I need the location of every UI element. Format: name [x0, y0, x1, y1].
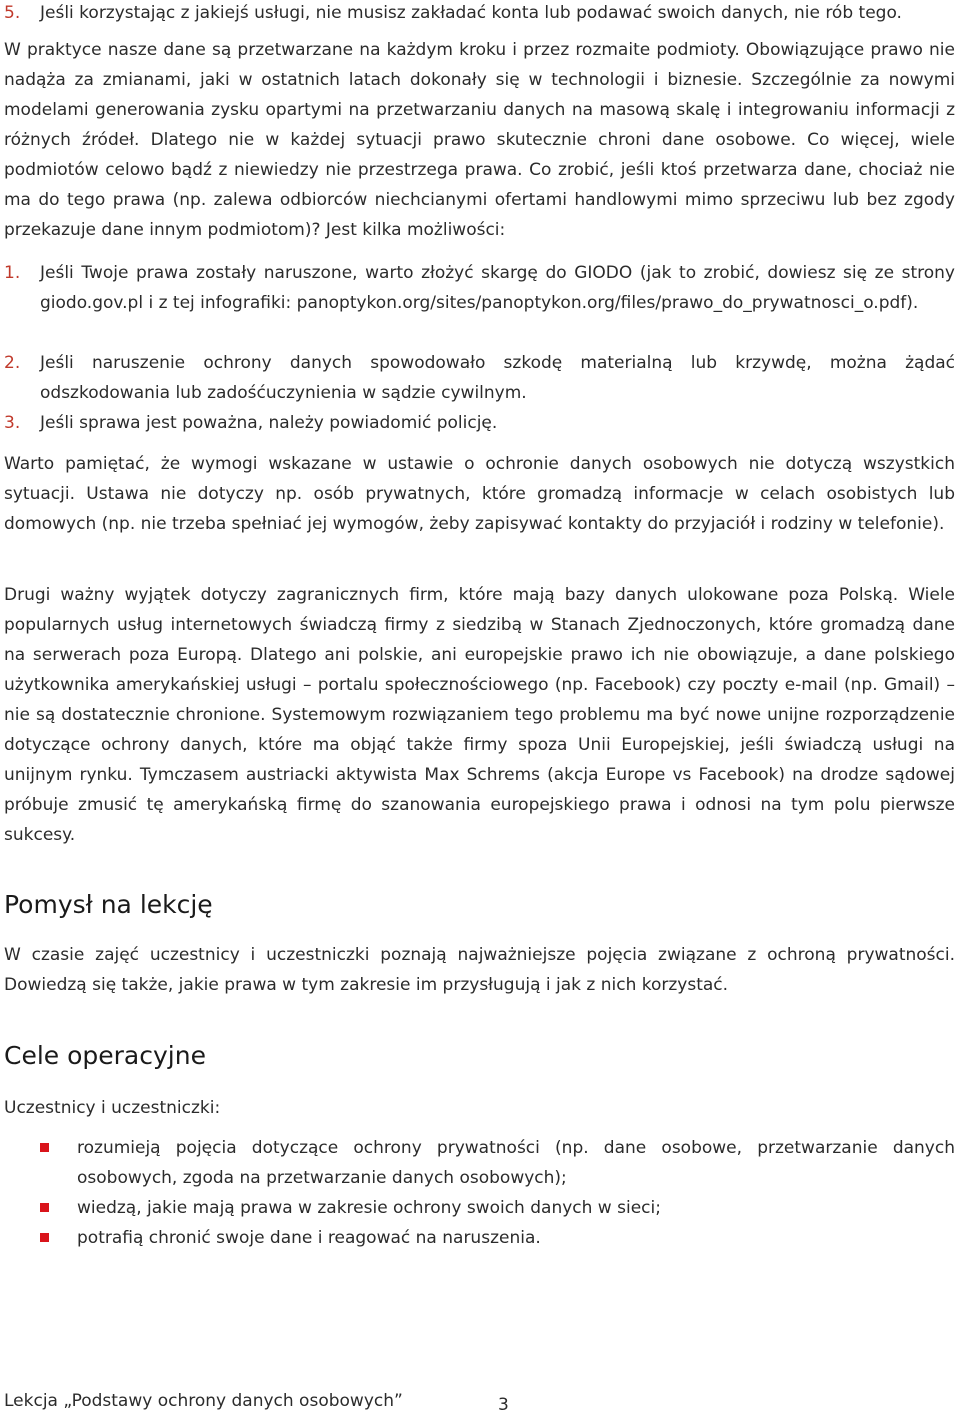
- option-item-1: [4, 258, 955, 318]
- option-number: 3.: [4, 413, 21, 433]
- bullet-square-icon: [40, 1143, 49, 1152]
- bullet-square-icon: [40, 1203, 49, 1212]
- paragraph-text: Drugi ważny wyjątek dotyczy zagranicznych firm, które mają bazy danych ulokowane poza Polską. Wiele popularnych usług internetowych świadczą firmy z siedzibą w Stanach Zjednoczonych, które gromadzą dane na serwerach poza Europą. Dlatego ani polskie, ani europejskie prawo ich nie obowiązuje, a dane polskiego użytkownika amerykańskiej usługi – portalu społecznościowego (np. Facebook) czy poczty e-mail (np. Gmail) – nie są dostatecznie chronione. Systemowym rozwiązaniem tego problemu ma być nowe unijne rozporządzenie dotyczące ochrony danych, które ma objąć także firmy spoza Unii Europejskiej, jeśli świadczą usługi na unijnym rynku. Tymczasem austriacki aktywista Max Schrems (akcja Europe vs Facebook) na drodze sądowej próbuje zmusić tę amerykańską firmę do szanowania europejskiego prawa i odnosi na tym polu pierwsze sukcesy.: [4, 585, 955, 845]
- bullet-square-icon: [40, 1233, 49, 1242]
- goal-bullet-3: [4, 1223, 955, 1253]
- section-heading-goals: Cele operacyjne: [4, 1041, 206, 1070]
- goals-intro: [4, 1093, 955, 1123]
- option-number: 2.: [4, 353, 21, 373]
- paragraph-law-exceptions: [4, 449, 955, 539]
- bullet-text: rozumieją pojęcia dotyczące ochrony prywatności (np. dane osobowe, przetwarzanie danych osobowych, zgoda na przetwarzanie danych osobowych);: [77, 1138, 955, 1188]
- bullet-text: potrafią chronić swoje dane i reagować na naruszenia.: [77, 1228, 541, 1248]
- section-heading-lesson-idea: Pomysł na lekcję: [4, 890, 213, 919]
- paragraph-foreign-companies: [4, 580, 955, 850]
- goal-bullet-2: [4, 1193, 955, 1223]
- list-item-5: [4, 0, 955, 28]
- list-item-text: Jeśli korzystając z jakiejś usługi, nie musisz zakładać konta lub podawać swoich danych, nie rób tego.: [40, 3, 902, 23]
- paragraph-text: Warto pamiętać, że wymogi wskazane w ustawie o ochronie danych osobowych nie dotyczą wszystkich sytuacji. Ustawa nie dotyczy np. osób prywatnych, które gromadzą informacje w celach osobistych lub domowych (np. nie trzeba spełniać jej wymogów, żeby zapisywać kontakty do przyjaciół i rodziny w telefonie).: [4, 454, 955, 534]
- option-text: Jeśli sprawa jest poważna, należy powiadomić policję.: [40, 413, 498, 433]
- option-item-2: [4, 348, 955, 408]
- paragraph-text: Uczestnicy i uczestniczki:: [4, 1098, 221, 1118]
- footer-page-number: 3: [498, 1395, 509, 1415]
- goal-bullet-1: [4, 1133, 955, 1193]
- paragraph-data-processing: [4, 35, 955, 245]
- list-number: 5.: [4, 3, 21, 23]
- option-number: 1.: [4, 263, 21, 283]
- bullet-text: wiedzą, jakie mają prawa w zakresie ochrony swoich danych w sieci;: [77, 1198, 661, 1218]
- option-text: Jeśli naruszenie ochrony danych spowodowało szkodę materialną lub krzywdę, można żądać odszkodowania lub zadośćuczynienia w sądzie cywilnym.: [40, 353, 955, 403]
- footer-lesson-title: Lekcja „Podstawy ochrony danych osobowych”: [4, 1391, 403, 1411]
- option-item-3: [4, 408, 955, 438]
- option-text: Jeśli Twoje prawa zostały naruszone, warto złożyć skargę do GIODO (jak to zrobić, dowiesz się ze strony giodo.gov.pl i z tej infografiki: panoptykon.org/sites/panoptykon.org/files/prawo_do_prywatnosci_o.pdf).: [40, 263, 955, 313]
- paragraph-text: W czasie zajęć uczestnicy i uczestniczki poznają najważniejsze pojęcia związane z ochroną prywatności. Dowiedzą się także, jakie prawa w tym zakresie im przysługują i jak z nich korzystać.: [4, 945, 955, 995]
- paragraph-lesson-idea: [4, 940, 955, 1000]
- paragraph-text: W praktyce nasze dane są przetwarzane na każdym kroku i przez rozmaite podmioty. Obowiązujące prawo nie nadąża za zmianami, jaki w ostatnich latach dokonały się w technologii i biznesie. Szczególnie za nowymi modelami generowania zysku opartymi na przetwarzaniu danych na masową skalę i integrowaniu informacji z różnych źródeł. Dlatego nie w każdej sytuacji prawo skutecznie chroni dane osobowe. Co więcej, wiele podmiotów celowo bądź z niewiedzy nie przestrzega prawa. Co zrobić, jeśli ktoś przetwarza dane, chociaż nie ma do tego prawa (np. zalewa odbiorców niechcianymi ofertami handlowymi mimo sprzeciwu lub bez zgody przekazuje dane innym podmiotom)? Jest kilka możliwości:: [4, 40, 955, 240]
